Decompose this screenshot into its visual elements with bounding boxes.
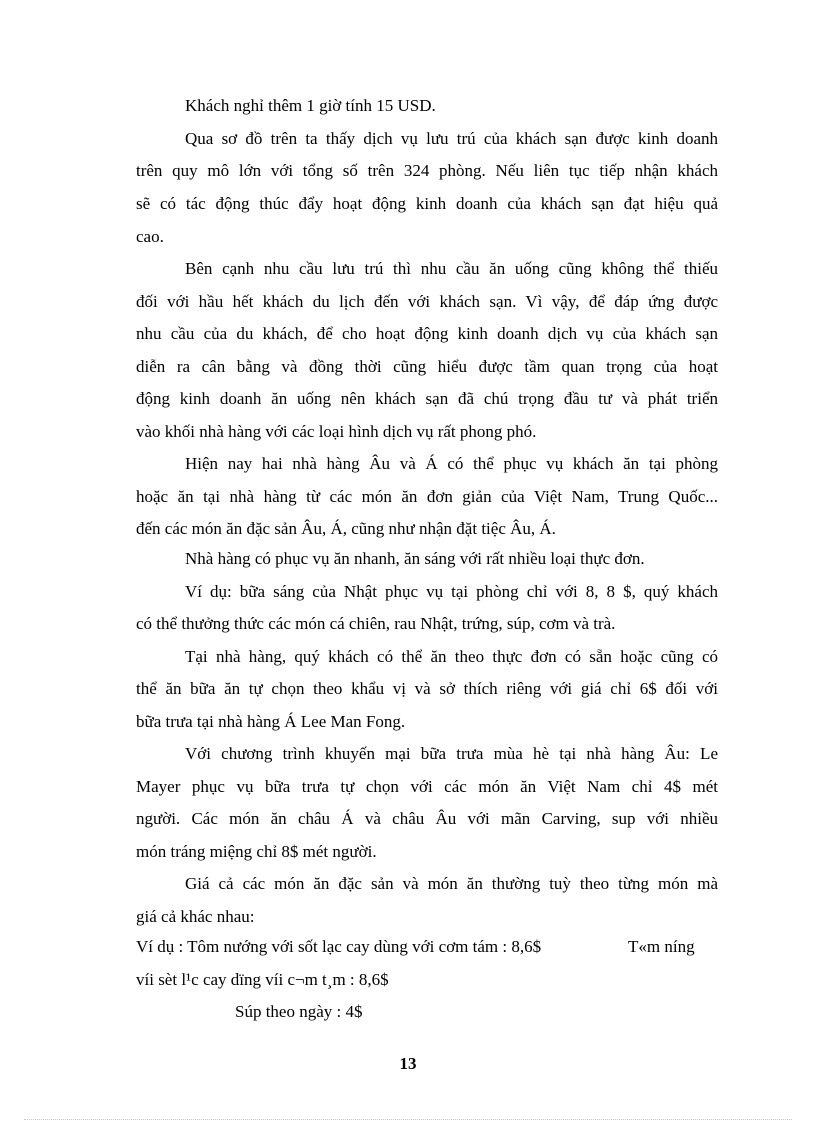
paragraph-line: sẽ có tác động thúc đẩy hoạt động kinh doanh của khách sạn đạt hiệu quả: [136, 194, 718, 213]
example-line-extra: T«m níng: [628, 937, 695, 956]
paragraph-line: Hiện nay hai nhà hàng Âu và Á có thể phục vụ khách ăn tại phòng: [185, 454, 718, 473]
paragraph-line: món tráng miệng chỉ 8$ mét người.: [136, 842, 377, 861]
paragraph-line: Nhà hàng có phục vụ ăn nhanh, ăn sáng với rất nhiều loại thực đơn.: [185, 549, 645, 568]
paragraph-line: nhu cầu của du khách, để cho hoạt động kinh doanh dịch vụ của khách sạn: [136, 324, 718, 343]
example-line: Súp theo ngày : 4$: [235, 1002, 363, 1021]
paragraph-line: Với chương trình khuyến mại bữa trưa mùa hè tại nhà hàng Âu: Le: [185, 744, 718, 763]
paragraph-line: có thể thưởng thức các món cá chiên, rau Nhật, trứng, súp, cơm và trà.: [136, 614, 616, 633]
example-line: Ví dụ : Tôm nướng với sốt lạc cay dùng với cơm tám : 8,6$: [136, 937, 542, 956]
paragraph-line: Tại nhà hàng, quý khách có thể ăn theo thực đơn có sẵn hoặc cũng có: [185, 647, 718, 666]
page-number: 13: [399, 1054, 417, 1073]
paragraph-line: vào khối nhà hàng với các loại hình dịch vụ rất phong phó.: [136, 422, 537, 441]
paragraph-line: Bên cạnh nhu cầu lưu trú thì nhu cầu ăn uống cũng không thể thiếu: [185, 259, 718, 278]
paragraph-line: Ví dụ: bữa sáng của Nhật phục vụ tại phòng chỉ với 8, 8 $, quý khách: [185, 582, 718, 601]
paragraph-line: Khách nghỉ thêm 1 giờ tính 15 USD.: [185, 96, 436, 115]
paragraph-line: bữa trưa tại nhà hàng Á Lee Man Fong.: [136, 712, 406, 731]
page-border-divider: [24, 1119, 792, 1120]
paragraph-line: Mayer phục vụ bữa trưa tự chọn với các món ăn Việt Nam chỉ 4$ mét: [136, 777, 718, 796]
paragraph-line: Giá cả các món ăn đặc sản và món ăn thường tuỳ theo từng món mà: [185, 874, 718, 893]
paragraph-line: đối với hầu hết khách du lịch đến với khách sạn. Vì vậy, để đáp ứng được: [136, 292, 718, 311]
paragraph-line: đến các món ăn đặc sản Âu, Á, cũng như nhận đặt tiệc Âu, Á.: [136, 519, 556, 538]
paragraph-line: giá cả khác nhau:: [136, 907, 255, 926]
paragraph-line: động kinh doanh ăn uống nên khách sạn đã chú trọng đầu tư và phát triển: [136, 389, 718, 408]
example-line: víi sèt l¹c cay dïng víi c¬m t¸m : 8,6$: [136, 970, 389, 989]
paragraph-line: người. Các món ăn châu Á và châu Âu với mãn Carving, sup với nhiều: [136, 809, 718, 828]
paragraph-line: Qua sơ đồ trên ta thấy dịch vụ lưu trú của khách sạn được kinh doanh: [185, 129, 718, 148]
paragraph-line: thể ăn bữa ăn tự chọn theo khẩu vị và sở thích riêng với giá chỉ 6$ đối với: [136, 679, 718, 698]
paragraph-line: diễn ra cân bằng và đồng thời cũng hiểu được tầm quan trọng của hoạt: [136, 357, 718, 376]
paragraph-line: cao.: [136, 227, 164, 246]
paragraph-line: trên quy mô lớn với tổng số trên 324 phòng. Nếu liên tục tiếp nhận khách: [136, 161, 718, 180]
paragraph-line: hoặc ăn tại nhà hàng từ các món ăn đơn giản của Việt Nam, Trung Quốc...: [136, 487, 718, 506]
